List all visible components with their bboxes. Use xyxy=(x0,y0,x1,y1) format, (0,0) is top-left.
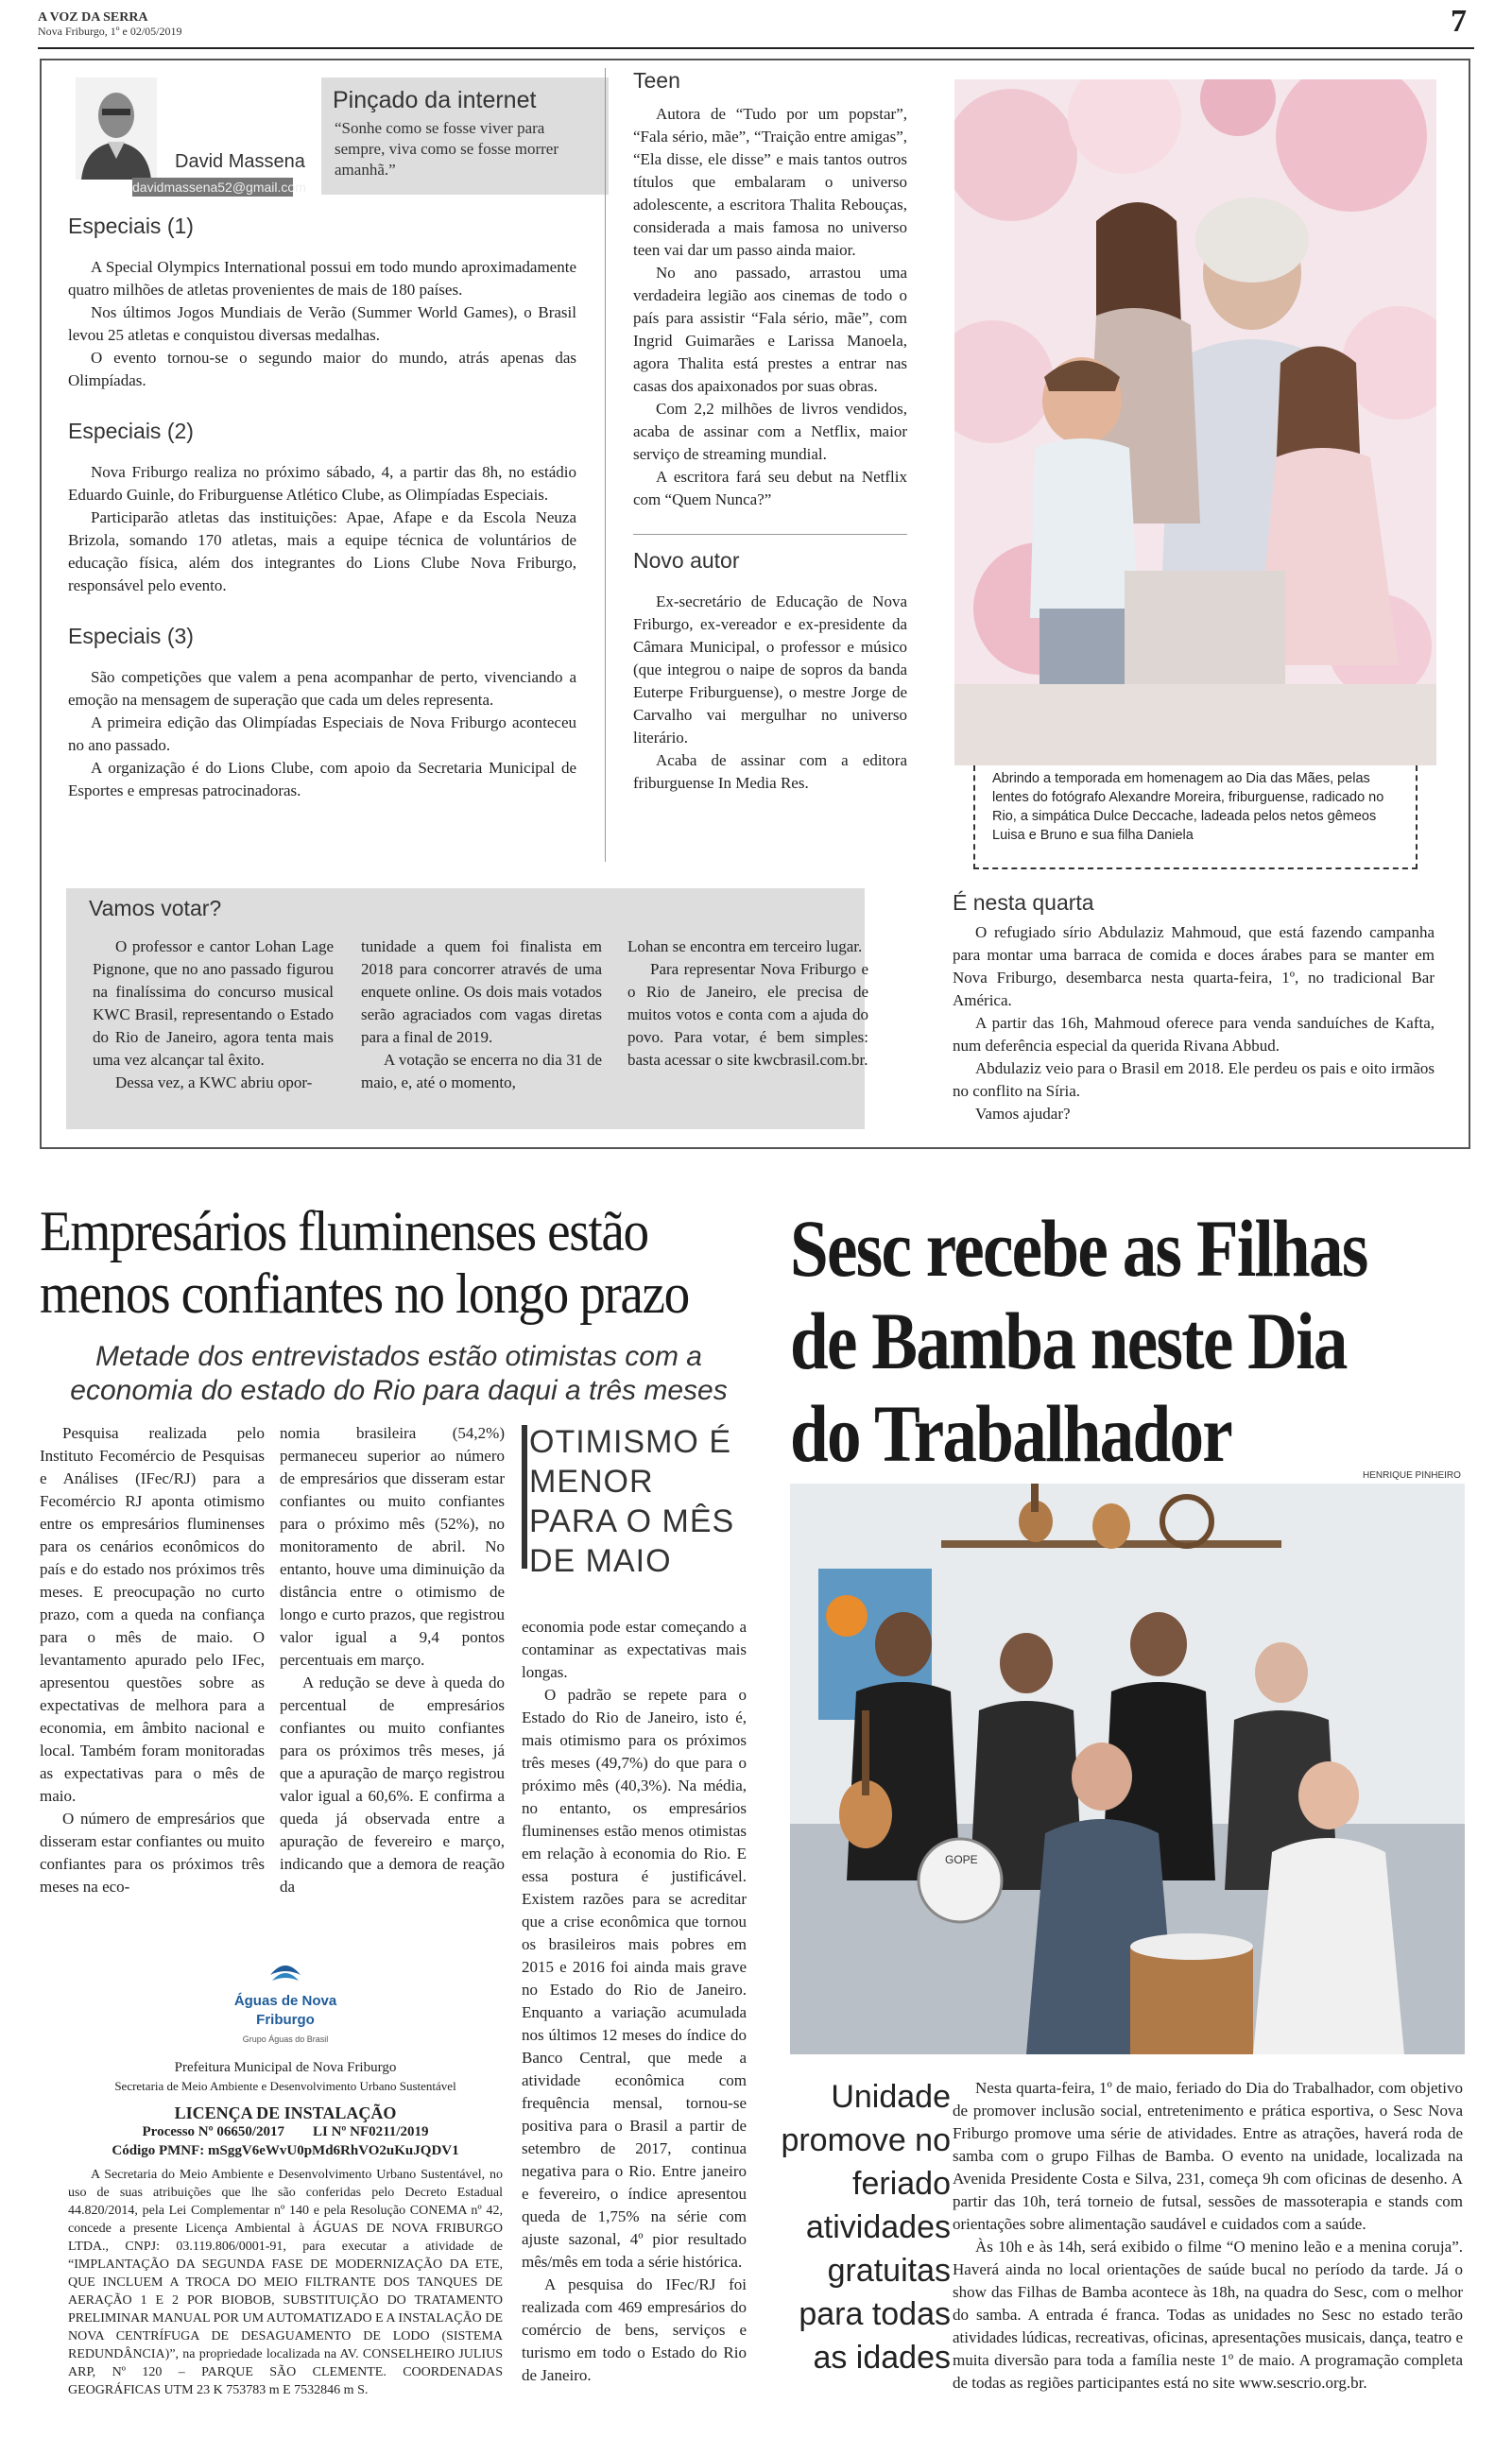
paragraph: A votação se encerra no dia 31 de maio, e, até o momento, xyxy=(361,1051,602,1091)
water-drop-icon xyxy=(266,1954,304,1986)
vamos-col-1 xyxy=(93,936,334,1094)
quarta-body xyxy=(953,921,1435,1125)
author-photo xyxy=(76,77,157,180)
author-email[interactable]: davidmassena52@gmail.com xyxy=(132,180,306,195)
paragraph: Acaba de assinar com a editora friburguense In Media Res. xyxy=(633,751,907,792)
quarta-heading: É nesta quarta xyxy=(953,890,1094,915)
ad-line1: Prefeitura Municipal de Nova Friburgo xyxy=(174,2060,397,2075)
paragraph: Lohan se encontra em terceiro lugar. xyxy=(627,937,863,955)
photo-caption: Abrindo a temporada em homenagem ao Dia das Mães, pelas lentes do fotógrafo Alexandre Moreira, friburguense, radicado no Rio, a simpática Dulce Deccache, ladeada pelos netos gêmeos Luisa e Bruno e sua filha Daniela xyxy=(973,765,1418,869)
license-ad xyxy=(68,1954,503,2455)
masthead xyxy=(38,11,182,38)
paragraph: São competições que valem a pena acompanhar de perto, vivenciando a emoção na mensagem de superação que cada um deles representa. xyxy=(68,668,576,709)
dateline: Nova Friburgo, 1º e 02/05/2019 xyxy=(38,25,182,38)
paragraph: Com 2,2 milhões de livros vendidos, acaba de assinar com a Netflix, maior serviço de streaming mundial. xyxy=(633,400,907,463)
paragraph: No ano passado, arrastou uma verdadeira legião aos cinemas de todo o país para assistir “Fala sério, mãe”, com Ingrid Guimarães e Larissa Manoela, agora Thalita está prestes a entrar nas casas dos apaixonados por suas obras. xyxy=(633,264,907,395)
paragraph: Nesta quarta-feira, 1º de maio, feriado do Dia do Trabalhador, com objetivo de promover inclusão social, entretenimento e prática esportiva, o Sesc Nova Friburgo promove uma série de atividades. Entre as atrações, haverá roda de samba com o grupo Filhas de Bamba. O evento na unidade, localizada na Avenida Presidente Costa e Silva, 231, começa 9h com oficinas de desenho. A partir das 10h, terá torneio de futsal, sessões de massoterapia e stands com orientações sobre alimentação saudável e cuidados com a saúde. xyxy=(953,2079,1463,2233)
article1-headline: Empresários fluminenses estão menos confiantes no longo prazo xyxy=(40,1200,689,1325)
ad-logo-text: Águas de Nova Friburgo xyxy=(233,1993,337,2028)
paragraph: Nova Friburgo realiza no próximo sábado, 4, a partir das 8h, no estádio Eduardo Guinle, do Friburguense Atlético Clube, as Olimpíadas Especiais. xyxy=(68,463,576,504)
paragraph: Dessa vez, a KWC abriu opor- xyxy=(115,1073,313,1091)
page-number: 7 xyxy=(1451,4,1467,39)
paragraph: Nos últimos Jogos Mundiais de Verão (Summer World Games), o Brasil levou 25 atletas e conquistou diversas medalhas. xyxy=(68,303,576,344)
especiais1-heading: Especiais (1) xyxy=(68,214,194,238)
top-rule xyxy=(38,47,1474,49)
paragraph: Ex-secretário de Educação de Nova Friburgo, ex-vereador e ex-presidente da Câmara Municipal, o professor e músico (que integrou o naipe de sopros da banda Euterpe Friburguense), o mestre Jorge de Carvalho vai mergulhar no universo literário. xyxy=(633,592,907,747)
photo-credit: HENRIQUE PINHEIRO xyxy=(1363,1470,1461,1481)
paragraph: Participarão atletas das instituições: Apae, Afape e da Escola Neuza Brizola, somando 170 atletas, mais a equipe técnica de voluntários de educação física, além dos integrantes do Lions Clube Nova Friburgo, responsável pelo evento. xyxy=(68,508,576,594)
paragraph: O evento tornou-se o segundo maior do mundo, atrás apenas das Olimpíadas. xyxy=(68,349,576,389)
especiais2-heading: Especiais (2) xyxy=(68,419,194,443)
author-name: David Massena xyxy=(175,151,305,172)
paper-name: A VOZ DA SERRA xyxy=(38,10,148,25)
teen-body xyxy=(633,103,907,511)
mothers-day-photo xyxy=(954,79,1436,765)
samba-group-photo xyxy=(790,1484,1465,2054)
paragraph: A Special Olympics International possui em todo mundo aproximadamente quatro milhões de atletas provenientes de mais de 180 países. xyxy=(68,258,576,299)
article1-col-3 xyxy=(522,1616,747,2387)
section-rule xyxy=(633,534,907,535)
pincado-box xyxy=(321,77,609,195)
article2-headline: Sesc recebe as Filhas de Bamba neste Dia do Trabalhador xyxy=(790,1203,1367,1479)
especiais3-body xyxy=(68,666,576,802)
teen-column xyxy=(633,68,907,795)
article1-col-2 xyxy=(280,1422,505,1898)
paragraph: Autora de “Tudo por um popstar”, “Fala sério, mãe”, “Traição entre amigas”, “Ela disse, ele disse” e mais tantos outros títulos que embalaram o universo adolescente, a escritora Thalita Rebouças, considerada a mais famosa no universo teen vai dar um passo ainda maior. xyxy=(633,105,907,259)
novo-autor-heading: Novo autor xyxy=(633,548,740,573)
ad-line2: Secretaria de Meio Ambiente e Desenvolvimento Urbano Sustentável xyxy=(114,2079,456,2093)
pandeiro-label: GOPE xyxy=(945,1853,978,1866)
paragraph: Pesquisa realizada pelo Instituto Fecomércio de Pesquisas e Análises (IFec/RJ) para a Fecomércio RJ aponta otimismo entre os empresários fluminenses para os cenários econômicos do país e do estado nos próximos três meses. E preocupação no curto prazo, com a queda na confiança para o mês de maio. O levantamento apurado pelo IFec, apresentou questões sobre as expectativas de melhora para a economia, em âmbito nacional e local. Também foram monitoradas as expectativas para o mês de maio. xyxy=(40,1424,265,1805)
pullquote-bar xyxy=(522,1425,527,1569)
ad-logo xyxy=(205,1954,366,2049)
paragraph: A redução se deve à queda do percentual de empresários confiantes ou muito confiantes para os próximos três meses, já que a apuração de março registrou valor igual a 60,6%. E confirma a queda já observada entre a apuração de fevereiro e março, indicando que a demora de reação da xyxy=(280,1674,505,1896)
paragraph: A escritora fará seu debut na Netflix com “Quem Nunca?” xyxy=(633,468,907,508)
paragraph: Vamos ajudar? xyxy=(975,1105,1071,1123)
especiais2-body xyxy=(68,461,576,597)
paragraph: Para representar Nova Friburgo e o Rio de Janeiro, ele precisa de muitos votos e conta com a ajuda do povo. Para votar, é bem simples: basta acessar o site kwcbrasil.com.br. xyxy=(627,960,868,1069)
paragraph: Abdulaziz veio para o Brasil em 2018. Ele perdeu os pais e oito irmãos no conflito na Síria. xyxy=(953,1059,1435,1100)
paragraph: O número de empresários que disseram estar confiantes ou muito confiantes para os próximos três meses na eco- xyxy=(40,1810,265,1896)
article1-pullquote: OTIMISMO É MENOR PARA O MÊS DE MAIO xyxy=(529,1424,735,1579)
article2-side-text: Unidade promove no feriado atividades gratuitas para todas as idades xyxy=(781,2079,951,2376)
paragraph: tunidade a quem foi finalista em 2018 para concorrer através de uma enquete online. Os dois mais votados serão agraciados com vagas diretas para a final de 2019. xyxy=(361,937,602,1046)
paragraph: A organização é do Lions Clube, com apoio da Secretaria Municipal de Esportes e empresas patrocinadoras. xyxy=(68,759,576,799)
ad-process: Processo Nº 06650/2017 LI Nº NF0211/2019 xyxy=(142,2124,429,2139)
paragraph: A primeira edição das Olimpíadas Especiais de Nova Friburgo aconteceu no ano passado. xyxy=(68,713,576,754)
vamos-col-3 xyxy=(627,936,868,1072)
especiais-column xyxy=(68,214,576,802)
ad-title: LICENÇA DE INSTALAÇÃO xyxy=(174,2103,397,2122)
quarta-column xyxy=(953,890,1435,1125)
article2-body xyxy=(953,2077,1463,2395)
pincado-quote: “Sonhe como se fosse viver para sempre, viva como se fosse morrer amanhã.” xyxy=(335,119,558,179)
vamos-col-2 xyxy=(361,936,602,1094)
paragraph: A partir das 16h, Mahmoud oferece para venda sanduíches de Kafta, num deferência especial da querida Rivana Abbud. xyxy=(953,1014,1435,1055)
paragraph: A pesquisa do IFec/RJ foi realizada com 469 empresários do comércio de bens, serviços e turismo em todo o Estado do Rio de Janeiro. xyxy=(522,2275,747,2384)
novo-autor-body xyxy=(633,591,907,795)
teen-heading: Teen xyxy=(633,68,680,93)
especiais1-body xyxy=(68,256,576,392)
column-divider xyxy=(605,68,606,862)
paragraph: O padrão se repete para o Estado do Rio de Janeiro, isto é, mais otimismo para os próximos três meses (49,7%) do que para o próximo mês (40,3%). Na média, no entanto, os empresários fluminenses estão menos otimistas em relação à economia do Rio. E essa postura é justificável. Existem razões para se acreditar que a crise econômica que tornou os brasileiros mais pobres em 2015 e 2016 foi ainda mais grave no Estado do Rio de Janeiro. Enquanto a variação acumulada nos últimos 12 meses do índice do Banco Central, que mede a atividade econômica com frequência mensal, tornou-se positiva para o Brasil a partir de setembro de 2017, continua negativa para o Rio. Entre janeiro e fevereiro, o índice apresentou queda de 1,75% na série com ajuste sazonal, 4º pior resultado mês/mês em toda a série histórica. xyxy=(522,1686,747,2271)
ad-body: A Secretaria do Meio Ambiente e Desenvolvimento Urbano Sustentável, no uso de suas atribuições que lhe são conferidas pelo Decreto Estadual 44.820/2014, pela Lei Complementar nº 140 e pela Resolução CONEMA nº 42, concede a presente Licença Ambiental à ÁGUAS DE NOVA FRIBURGO LTDA., CNPJ: 03.119.806/0001-91, para executar a atividade de “IMPLANTAÇÃO DA SEGUNDA FASE DE MODERNIZAÇÃO DA ETE, QUE INCLUEM A TROCA DO MEIO FILTRANTE DOS TANQUES DE AERAÇÃO 1 E 2 POR BIOBOB, SUBSTITUIÇÃO DO TRATAMENTO PRELIMINAR MANUAL POR UM AUTOMATIZADO E A INSTALAÇÃO DE NOVA CENTRÍFUGA DE DESAGUAMENTO DE LODO (SISTEMA REDUNDÂNCIA)”, na propriedade localizada na AV. CONSELHEIRO JULIUS ARP, Nº 120 – PARQUE SÃO CLEMENTE. COORDENADAS GEOGRÁFICAS UTM 23 K 753783 m E 7532846 m S. xyxy=(68,2168,503,2397)
vamos-votar-heading: Vamos votar? xyxy=(89,896,222,920)
paragraph: nomia brasileira (54,2%) permaneceu superior ao número de empresários que disseram estar confiantes ou muito confiantes para o próximo mês (52%), no monitoramento de abril. No entanto, houve uma diminuição da distância entre o otimismo de longo e curto prazos, que registrou valor igual a 9,4 pontos percentuais em março. xyxy=(280,1424,505,1669)
paragraph: O professor e cantor Lohan Lage Pignone, que no ano passado figurou na finalíssima do concurso musical KWC Brasil, representando o Estado do Rio de Janeiro, agora tenta mais uma vez alcançar tal êxito. xyxy=(93,937,334,1069)
ad-logo-sub: Grupo Águas do Brasil xyxy=(242,2034,329,2044)
article1-col-1 xyxy=(40,1422,265,1898)
article1-subhead: Metade dos entrevistados estão otimistas com a economia do estado do Rio para daqui a três meses xyxy=(70,1341,728,1406)
paragraph: Às 10h e às 14h, será exibido o filme “O menino leão e a menina coruja”. Haverá ainda no local orientações de saúde bucal no período da tarde. Já o show das Filhas de Bamba acontece às 18h, na quadra do Sesc, com o melhor do samba. A entrada é franca. Todas as unidades no Sesc no estado terão atividades lúdicas, recreativas, oficinas, apresentações musicais, dança, teatro e muita diversão para toda a família neste 1º de maio. A programação completa de todas as regiões participantes está no site www.sescrio.org.br. xyxy=(953,2238,1463,2392)
pincado-title: Pinçado da internet xyxy=(333,87,537,113)
paragraph: O refugiado sírio Abdulaziz Mahmoud, que está fazendo campanha para montar uma barraca de comida e doces árabes para se manter em Nova Friburgo, desembarca nesta quarta-feira, 1º, no tradicional Bar América. xyxy=(953,923,1435,1009)
ad-code: Código PMNF: mSggV6eWvU0pMd6RhVO2uKuJQDV1 xyxy=(112,2143,459,2158)
paragraph: economia pode estar começando a contaminar as expectativas mais longas. xyxy=(522,1618,747,1681)
especiais3-heading: Especiais (3) xyxy=(68,624,194,648)
